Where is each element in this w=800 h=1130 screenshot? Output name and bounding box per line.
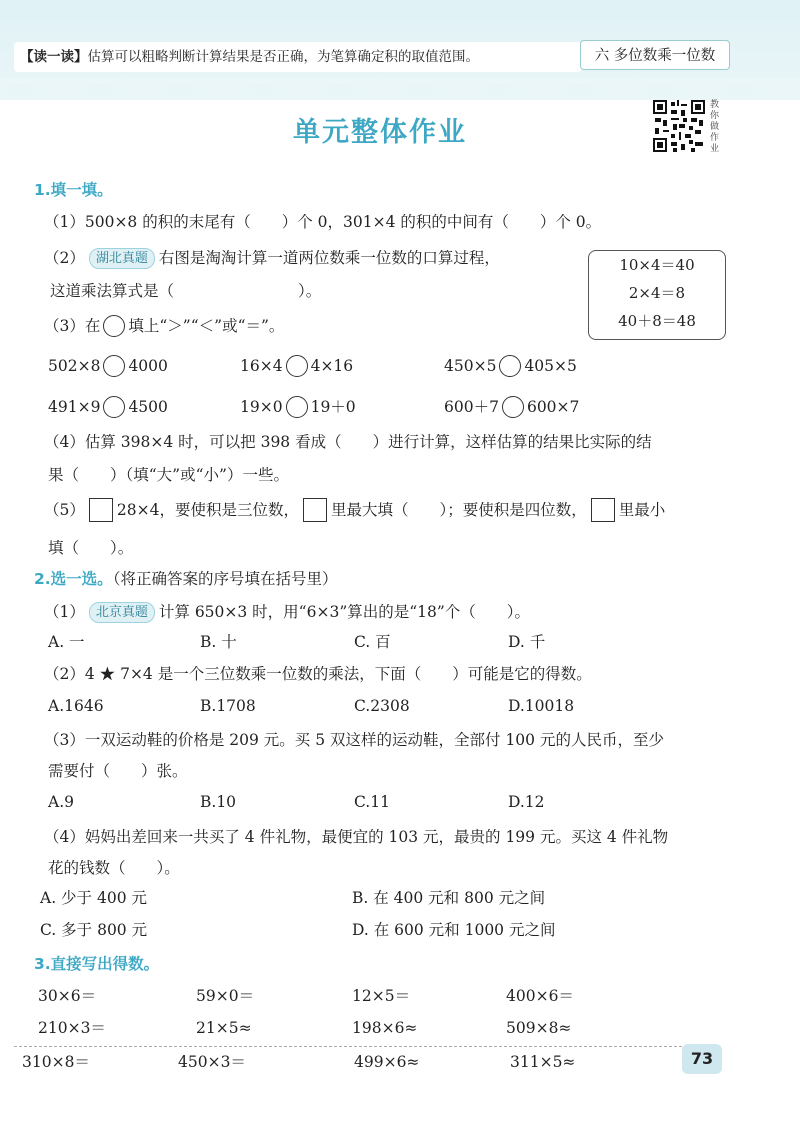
s2-q3: （3）一双运动鞋的价格是 209 元。买 5 双这样的运动鞋，全部付 100 元的人民币，至少: [44, 731, 664, 749]
option[interactable]: A.9: [48, 793, 74, 811]
option[interactable]: A. 一: [48, 633, 85, 651]
option[interactable]: D. 千: [508, 633, 546, 651]
section-1-title: 1.填一填。: [34, 181, 113, 199]
option[interactable]: C.11: [354, 793, 390, 811]
s1-q3: （3）在 填上“＞”“＜”或“＝”。: [44, 317, 285, 335]
mental-math-item: 198×6≈: [352, 1019, 418, 1037]
mental-math-item: 499×6≈: [354, 1053, 420, 1071]
mental-math-item: 450×3＝: [178, 1053, 246, 1071]
s1-q4: （4）估算 398×4 时，可以把 398 看成（ ）进行计算，这样估算的结果比实际的结: [44, 433, 652, 451]
s1-q2: （2） 湖北真题 右图是淘淘计算一道两位数乘一位数的口算过程，: [44, 249, 500, 267]
compare-circle[interactable]: [103, 355, 125, 377]
calc-line: 40＋8＝48: [618, 312, 696, 330]
compare-item: 600＋7 600×7: [444, 398, 580, 416]
compare-circle[interactable]: [103, 396, 125, 418]
divider: [14, 1046, 682, 1047]
option[interactable]: C. 多于 800 元: [40, 921, 148, 939]
mental-math-item: 509×8≈: [506, 1019, 572, 1037]
s2-q2: （2）4 ★ 7×4 是一个三位数乘一位数的乘法，下面（ ）可能是它的得数。: [44, 665, 592, 683]
region-tag: 北京真题: [89, 602, 155, 623]
s1-q4-line2: 果（ ）（填“大”或“小”）一些。: [48, 466, 289, 484]
s1-q2-line2: 这道乘法算式是（ ）。: [50, 282, 322, 300]
answer-box[interactable]: [303, 498, 327, 522]
compare-item: 491×9 4500: [48, 398, 168, 416]
compare-item: 19×0 19＋0: [240, 398, 356, 416]
option[interactable]: B.10: [200, 793, 237, 811]
s1-q5-line2: 填（ ）。: [48, 539, 134, 557]
option[interactable]: A. 少于 400 元: [40, 889, 147, 907]
calc-process-box: [588, 250, 726, 340]
s2-q3-line2: 需要付（ ）张。: [48, 762, 188, 780]
mental-math-item: 12×5＝: [352, 987, 411, 1005]
section-3-title: 3.直接写出得数。: [34, 955, 160, 973]
mental-math-item: 59×0＝: [196, 987, 255, 1005]
mental-math-item: 400×6＝: [506, 987, 574, 1005]
compare-circle[interactable]: [103, 315, 125, 337]
mental-math-item: 310×8＝: [22, 1053, 90, 1071]
option[interactable]: C.2308: [354, 697, 410, 715]
s2-q1: （1） 北京真题 计算 650×3 时，用“6×3”算出的是“18”个（ ）。: [44, 603, 531, 621]
compare-circle[interactable]: [286, 355, 308, 377]
mental-math-item: 21×5≈: [196, 1019, 252, 1037]
qr-caption: 教你做作业: [710, 100, 720, 154]
qr-code-icon: [653, 100, 705, 152]
section-2-title: 2.选一选。（将正确答案的序号填在括号里）: [34, 570, 338, 588]
compare-item: 502×8 4000: [48, 357, 168, 375]
option[interactable]: B. 十: [200, 633, 237, 651]
tip-text: 估算可以粗略判断计算结果是否正确，为笔算确定积的取值范围。: [87, 49, 479, 65]
option[interactable]: D.12: [508, 793, 545, 811]
compare-circle[interactable]: [502, 396, 524, 418]
calc-line: 10×4＝40: [619, 256, 695, 274]
s2-q4-line2: 花的钱数（ ）。: [48, 859, 180, 877]
mental-math-item: 311×5≈: [510, 1053, 576, 1071]
option[interactable]: D. 在 600 元和 1000 元之间: [352, 921, 556, 939]
answer-box[interactable]: [591, 498, 615, 522]
option[interactable]: D.10018: [508, 697, 575, 715]
option[interactable]: B. 在 400 元和 800 元之间: [352, 889, 546, 907]
reading-tip: [14, 42, 582, 72]
s1-q1: （1）500×8 的积的末尾有（ ）个 0，301×4 的积的中间有（ ）个 0。: [44, 213, 602, 231]
s2-q4: （4）妈妈出差回来一共买了 4 件礼物，最便宜的 103 元，最贵的 199 元。买这 4 件礼物: [44, 828, 669, 846]
page-number: 73: [682, 1044, 722, 1074]
mental-math-item: 210×3＝: [38, 1019, 106, 1037]
calc-line: 2×4＝8: [628, 284, 686, 302]
compare-item: 16×4 4×16: [240, 357, 354, 375]
tip-label: 【读一读】: [20, 49, 88, 65]
mental-math-item: 30×6＝: [38, 987, 97, 1005]
compare-item: 450×5 405×5: [444, 357, 577, 375]
compare-circle[interactable]: [499, 355, 521, 377]
answer-box[interactable]: [89, 498, 113, 522]
option[interactable]: B.1708: [200, 697, 256, 715]
option[interactable]: A.1646: [48, 697, 104, 715]
compare-circle[interactable]: [286, 396, 308, 418]
option[interactable]: C. 百: [354, 633, 391, 651]
region-tag: 湖北真题: [89, 248, 155, 269]
unit-title: 六 多位数乘一位数: [580, 40, 730, 70]
s1-q5: （5） 28×4，要使积是三位数， 里最大填（ ）；要使积是四位数， 里最小: [44, 498, 665, 522]
page-title: 单元整体作业: [293, 117, 467, 148]
